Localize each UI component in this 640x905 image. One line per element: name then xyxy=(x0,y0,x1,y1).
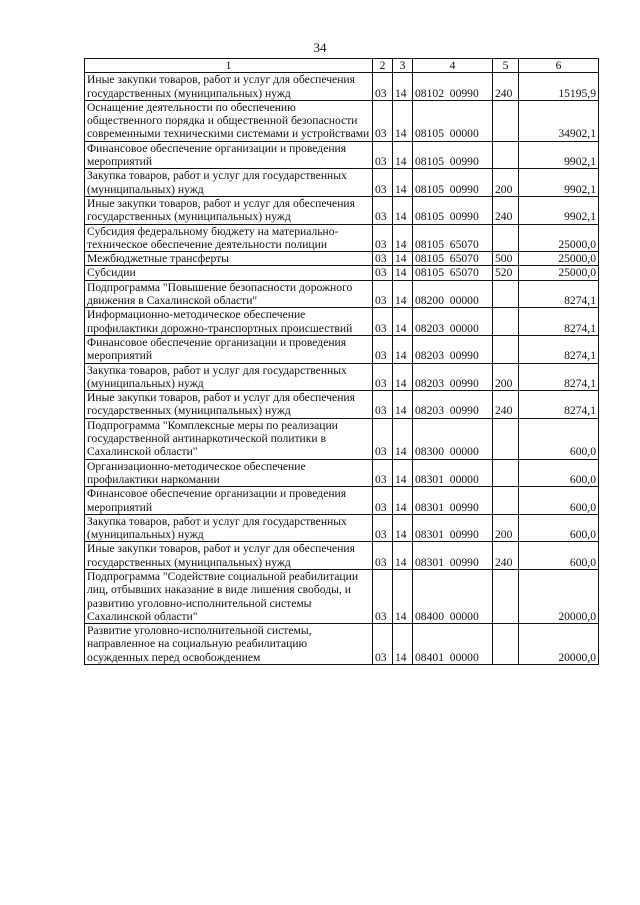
table-body xyxy=(85,73,599,665)
row-section: 03 xyxy=(373,624,393,665)
row-name: Закупка товаров, работ и услуг для государственных (муниципальных) нужд xyxy=(85,363,373,391)
row-expense-type: 240 xyxy=(493,391,519,419)
row-amount: 8274,1 xyxy=(519,335,599,363)
table-row xyxy=(85,487,599,515)
row-expense-type xyxy=(493,569,519,623)
row-amount: 34902,1 xyxy=(519,100,599,141)
row-expense-type xyxy=(493,308,519,336)
header-col-4: 4 xyxy=(413,59,493,73)
row-target-article: 08301 00990 xyxy=(413,514,493,542)
row-subsection: 14 xyxy=(393,252,413,266)
row-amount: 600,0 xyxy=(519,459,599,487)
row-section: 03 xyxy=(373,196,393,224)
row-expense-type: 240 xyxy=(493,196,519,224)
row-subsection: 14 xyxy=(393,542,413,570)
row-subsection: 14 xyxy=(393,169,413,197)
row-subsection: 14 xyxy=(393,308,413,336)
row-target-article: 08105 00990 xyxy=(413,196,493,224)
row-section: 03 xyxy=(373,252,393,266)
table-row xyxy=(85,73,599,101)
row-expense-type: 500 xyxy=(493,252,519,266)
row-section: 03 xyxy=(373,266,393,280)
row-section: 03 xyxy=(373,487,393,515)
row-target-article: 08300 00000 xyxy=(413,418,493,459)
row-name: Организационно-методическое обеспечение профилактики наркомании xyxy=(85,459,373,487)
row-subsection: 14 xyxy=(393,196,413,224)
row-amount: 20000,0 xyxy=(519,569,599,623)
row-name: Субсидия федеральному бюджету на материально-техническое обеспечение деятельности полиции xyxy=(85,224,373,252)
row-target-article: 08203 00990 xyxy=(413,391,493,419)
row-name: Иные закупки товаров, работ и услуг для обеспечения государственных (муниципальных) нужд xyxy=(85,73,373,101)
row-amount: 15195,9 xyxy=(519,73,599,101)
row-expense-type: 200 xyxy=(493,169,519,197)
row-name: Информационно-методическое обеспечение профилактики дорожно-транспортных происшествий xyxy=(85,308,373,336)
table-row xyxy=(85,266,599,280)
row-subsection: 14 xyxy=(393,459,413,487)
row-subsection: 14 xyxy=(393,418,413,459)
row-expense-type: 240 xyxy=(493,542,519,570)
row-subsection: 14 xyxy=(393,363,413,391)
row-section: 03 xyxy=(373,418,393,459)
row-expense-type: 200 xyxy=(493,363,519,391)
row-section: 03 xyxy=(373,280,393,308)
row-name: Подпрограмма "Повышение безопасности дорожного движения в Сахалинской области" xyxy=(85,280,373,308)
row-target-article: 08203 00000 xyxy=(413,308,493,336)
row-amount: 8274,1 xyxy=(519,308,599,336)
row-expense-type xyxy=(493,141,519,169)
row-amount: 9902,1 xyxy=(519,196,599,224)
row-subsection: 14 xyxy=(393,624,413,665)
row-target-article: 08200 00000 xyxy=(413,280,493,308)
row-section: 03 xyxy=(373,73,393,101)
row-expense-type xyxy=(493,624,519,665)
row-name: Оснащение деятельности по обеспечению общественного порядка и общественной безопасности современными техническими системами и устройствами xyxy=(85,100,373,141)
row-amount: 8274,1 xyxy=(519,363,599,391)
table-row xyxy=(85,418,599,459)
table-header xyxy=(85,59,599,73)
row-target-article: 08105 65070 xyxy=(413,252,493,266)
row-section: 03 xyxy=(373,542,393,570)
row-expense-type: 520 xyxy=(493,266,519,280)
row-name: Развитие уголовно-исполнительной системы, направленное на социальную реабилитацию осужденных перед освобождением xyxy=(85,624,373,665)
row-section: 03 xyxy=(373,169,393,197)
table-row xyxy=(85,280,599,308)
row-section: 03 xyxy=(373,569,393,623)
row-amount: 9902,1 xyxy=(519,141,599,169)
row-subsection: 14 xyxy=(393,224,413,252)
table-row xyxy=(85,100,599,141)
table-row xyxy=(85,335,599,363)
row-expense-type xyxy=(493,487,519,515)
row-name: Иные закупки товаров, работ и услуг для обеспечения государственных (муниципальных) нужд xyxy=(85,391,373,419)
row-name: Финансовое обеспечение организации и проведения мероприятий xyxy=(85,335,373,363)
header-col-1: 1 xyxy=(85,59,373,73)
row-expense-type: 200 xyxy=(493,514,519,542)
row-target-article: 08105 00000 xyxy=(413,100,493,141)
row-expense-type xyxy=(493,335,519,363)
row-target-article: 08203 00990 xyxy=(413,335,493,363)
row-name: Финансовое обеспечение организации и проведения мероприятий xyxy=(85,487,373,515)
table-row xyxy=(85,141,599,169)
row-expense-type xyxy=(493,224,519,252)
row-expense-type xyxy=(493,280,519,308)
row-name: Закупка товаров, работ и услуг для государственных (муниципальных) нужд xyxy=(85,514,373,542)
row-expense-type xyxy=(493,418,519,459)
row-section: 03 xyxy=(373,141,393,169)
row-subsection: 14 xyxy=(393,280,413,308)
header-col-3: 3 xyxy=(393,59,413,73)
row-amount: 9902,1 xyxy=(519,169,599,197)
row-target-article: 08105 00990 xyxy=(413,141,493,169)
table-row xyxy=(85,196,599,224)
row-amount: 8274,1 xyxy=(519,391,599,419)
table-row xyxy=(85,459,599,487)
budget-table xyxy=(84,58,599,665)
row-target-article: 08301 00000 xyxy=(413,459,493,487)
row-target-article: 08203 00990 xyxy=(413,363,493,391)
table-row xyxy=(85,224,599,252)
table-row xyxy=(85,569,599,623)
row-section: 03 xyxy=(373,100,393,141)
row-target-article: 08401 00000 xyxy=(413,624,493,665)
row-name: Финансовое обеспечение организации и проведения мероприятий xyxy=(85,141,373,169)
header-col-2: 2 xyxy=(373,59,393,73)
row-amount: 20000,0 xyxy=(519,624,599,665)
row-section: 03 xyxy=(373,514,393,542)
row-name: Иные закупки товаров, работ и услуг для обеспечения государственных (муниципальных) нужд xyxy=(85,542,373,570)
row-subsection: 14 xyxy=(393,141,413,169)
row-name: Межбюджетные трансферты xyxy=(85,252,373,266)
table-row xyxy=(85,624,599,665)
row-section: 03 xyxy=(373,391,393,419)
table-row xyxy=(85,252,599,266)
table-row xyxy=(85,542,599,570)
row-amount: 600,0 xyxy=(519,514,599,542)
row-expense-type: 240 xyxy=(493,73,519,101)
table-row xyxy=(85,391,599,419)
row-target-article: 08105 65070 xyxy=(413,224,493,252)
row-section: 03 xyxy=(373,224,393,252)
row-name: Подпрограмма "Содействие социальной реабилитации лиц, отбывших наказание в виде лишения свободы, и развитию уголовно-исполнительной системы Сахалинской области" xyxy=(85,569,373,623)
row-target-article: 08102 00990 xyxy=(413,73,493,101)
row-amount: 600,0 xyxy=(519,418,599,459)
table-row xyxy=(85,514,599,542)
row-section: 03 xyxy=(373,335,393,363)
row-subsection: 14 xyxy=(393,266,413,280)
row-target-article: 08105 65070 xyxy=(413,266,493,280)
row-target-article: 08301 00990 xyxy=(413,487,493,515)
row-subsection: 14 xyxy=(393,514,413,542)
row-name: Субсидии xyxy=(85,266,373,280)
row-section: 03 xyxy=(373,459,393,487)
row-name: Закупка товаров, работ и услуг для государственных (муниципальных) нужд xyxy=(85,169,373,197)
table-row xyxy=(85,363,599,391)
row-expense-type xyxy=(493,459,519,487)
row-amount: 25000,0 xyxy=(519,224,599,252)
row-target-article: 08400 00000 xyxy=(413,569,493,623)
row-target-article: 08105 00990 xyxy=(413,169,493,197)
table-row xyxy=(85,308,599,336)
row-subsection: 14 xyxy=(393,100,413,141)
table-row xyxy=(85,169,599,197)
page-number: 34 xyxy=(313,40,327,55)
row-name: Подпрограмма "Комплексные меры по реализации государственной антинаркотической политики в Сахалинской области" xyxy=(85,418,373,459)
row-amount: 600,0 xyxy=(519,487,599,515)
header-col-5: 5 xyxy=(493,59,519,73)
header-col-6: 6 xyxy=(519,59,599,73)
row-subsection: 14 xyxy=(393,487,413,515)
row-name: Иные закупки товаров, работ и услуг для обеспечения государственных (муниципальных) нужд xyxy=(85,196,373,224)
row-amount: 600,0 xyxy=(519,542,599,570)
row-amount: 25000,0 xyxy=(519,252,599,266)
row-subsection: 14 xyxy=(393,335,413,363)
row-target-article: 08301 00990 xyxy=(413,542,493,570)
row-section: 03 xyxy=(373,308,393,336)
header-row xyxy=(85,59,599,73)
row-subsection: 14 xyxy=(393,569,413,623)
row-subsection: 14 xyxy=(393,73,413,101)
row-amount: 25000,0 xyxy=(519,266,599,280)
row-amount: 8274,1 xyxy=(519,280,599,308)
row-expense-type xyxy=(493,100,519,141)
row-section: 03 xyxy=(373,363,393,391)
row-subsection: 14 xyxy=(393,391,413,419)
